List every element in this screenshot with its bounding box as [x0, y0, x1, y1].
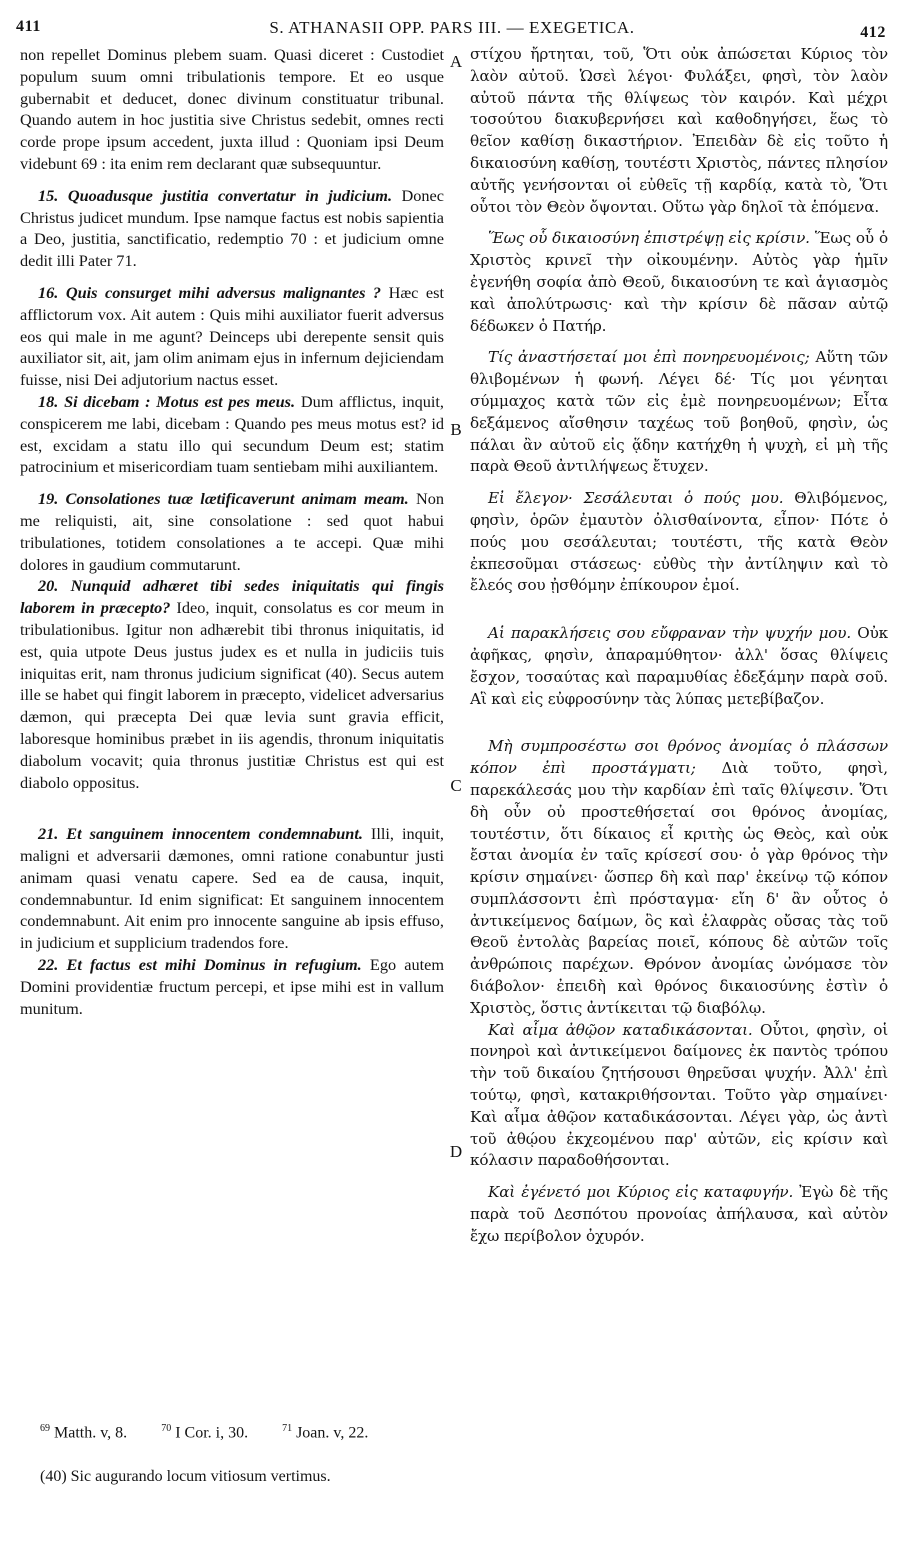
footnote-mark: 71 — [282, 1423, 293, 1434]
greek-commentary: Θλιβόμενος, φησὶν, ὁρῶν ἐμαυτὸν ὀλισθαίνοντα, εἶπον· Πότε ὁ πούς μου σεσάλευται; τουτέστι, τῆς κατὰ Θεὸν ἐκπεσοῦμαι στάσεως· εὐθὺς τὴν ἀντίληψιν καὶ τὸ ἔλεός σου ᾐσθόμην ἐπίκουρον ἐμοί. — [470, 489, 888, 595]
greek-column — [470, 44, 888, 1248]
latin-paragraph — [20, 954, 444, 1019]
footnotes — [40, 1418, 560, 1488]
greek-commentary: Οὐκ ἀφῆκας, φησὶν, ἀπαραμύθητον· ἀλλ' ὅσας θλίψεις ἔσχον, τοσαύτας καὶ παραμυθίας ἐδεξάμην παρὰ σοῦ. Αἳ καὶ εἰς εὐφροσύνην τὰς λύπας μετεβίβαζον. — [470, 624, 888, 708]
verse-lemma: Μὴ συμπροσέστω σοι θρόνος ἀνομίας ὁ πλάσσων κόπον ἐπὶ προστάγματι; — [470, 737, 888, 778]
latin-column — [20, 44, 444, 1019]
greek-paragraph — [470, 623, 888, 710]
footnote-69: Matth. v, 8. — [54, 1424, 128, 1442]
verse-lemma: 20. Nunquid adhæret tibi sedes iniquitatis qui fingis laborem in præcepto? — [20, 576, 444, 618]
latin-paragraph — [20, 185, 444, 272]
greek-commentary: Ἕως οὗ ὁ Χριστὸς κρινεῖ τὴν οἰκουμένην. Αὐτὸς γὰρ ἡμῖν ἐγενήθη σοφία ἀπὸ Θεοῦ, δικαιοσύνη τε καὶ ἁγιασμὸς καὶ ἀπολύτρωσις· καὶ τὴν κρίσιν δὲ πᾶσαν αὐτῷ δέδωκεν ὁ Πατήρ. — [470, 229, 888, 335]
scripture-references — [40, 1418, 560, 1444]
latin-commentary: Ideo, inquit, consolatus es cor meum in tribulationibus. Igitur non adhærebit tibi thronus iniquitatis, id est, quia utpote Deus justus judex es et nulla in judiciis tuis iniquitas erit, nam thronus judicium significat (40). Secus autem ille se habet qui fingit laborem in præcepto, videlicet adversarius dæmon, qui præcepta Dei quæ levia sunt gravia efficit, laboresque hominibus præbet in iis agendis, thronum iniquitatis diabolum vocavit; quia thronus justitiæ Christus est qui est diabolo oppositus. — [20, 598, 444, 792]
greek-paragraph: στίχου ἤρτηται, τοῦ, Ὅτι οὐκ ἀπώσεται Κύριος τὸν λαὸν αὐτοῦ. Ὡσεὶ λέγοι· Φυλάξει, φησὶ, τὸν λαὸν αὐτοῦ πάντα τῆς θλίψεως τὸν καιρόν. Καὶ μέχρι τοσούτου διακυβερνήσει καὶ καθοδηγήσει, ἕως τὸ θεῖον καθίσῃ δικαστήριον. Ἐπειδὰν δὲ εἰς τοῦτο ἡ δικαιοσύνη καθίσῃ, τουτέστι Χριστὸς, πάντες πλησίον αὐτῆς γενήσονται οἱ εὐθεῖς τῇ καρδίᾳ, κατὰ τὸ, Ὅτι οὗτοι τὸν Θεὸν ὄψονται. Οὕτω γὰρ δηλοῖ τὰ ἑπόμενα. — [470, 45, 888, 216]
footnote-70: I Cor. i, 30. — [175, 1424, 249, 1442]
greek-commentary: Οὗτοι, φησὶν, οἱ πονηροὶ καὶ ἀντικείμενοι δαίμονες ἐκ παντὸς τρόπου τὴν τοῦ δικαίου ζητήσουσι θηρεῦσαι ψυχήν. Ἀλλ' ἐπὶ τούτῳ, φησὶ, κατακριθήσονται. Τοῦτο γὰρ σημαίνει· Καὶ αἷμα ἀθῷον καταδικάσονται. Λέγει γὰρ, ὡς ἀντὶ τοῦ ἀθῴου ἐκχεομένου παρ' αὐτῶν, εἰς κρίσιν καὶ κόλασιν παραδοθήσονται. — [470, 1020, 888, 1170]
verse-lemma: Καὶ αἷμα ἀθῷον καταδικάσονται. — [488, 1020, 753, 1039]
verse-lemma: Εἰ ἔλεγον· Σεσάλευται ὁ πούς μου. — [488, 489, 784, 508]
verse-lemma: Ἕως οὗ δικαιοσύνη ἐπιστρέψῃ εἰς κρίσιν. — [488, 229, 810, 248]
verse-lemma: 18. Si dicebam : Motus est pes meus. — [38, 391, 296, 411]
greek-commentary: Διὰ τοῦτο, φησὶ, παρεκάλεσάς μου τὴν καρδίαν ἐπὶ ταῖς θλίψεσιν. Ὅτι δὴ οὖν οὐ προστεθήσεταί σοι θρόνος ἀνομίας, τουτέστιν, ὅτι δίκαιος εἶ κριτὴς ὡς Θεὸς, καὶ οὐκ ἔσται ἀνομία ἐν ταῖς κρίσεσί σου· ὁ γὰρ θρόνος τὴν κρίσιν σημαίνει· ὥσπερ δὴ καὶ παρ' ἐκείνῳ τῷ κόπον συμπλάσσοντι ἐπὶ πρόσταγμα· εἴη δ' ἂν οὗτος ὁ ἀντικείμενος δαίμων, ὃς καὶ ἐλαφρὰς οὔσας τὰς τοῦ Θεοῦ ἐντολὰς βαρείας ποιεῖ, κόπους δὲ αὐτῶν τοῖς ἀνθρώποις παρέχων. Θρόνον ἀνομίας ὠνόμασε τὸν διάβολον· ἐπειδὴ καὶ θρόνος δικαιοσύνης ἐστὶν ὁ Χριστὸς, ὅστις ἀντίκειται τῷ διαβόλῳ. — [470, 759, 888, 1017]
footnote-mark: 69 — [40, 1423, 50, 1434]
margin-marker-c: C — [450, 776, 462, 795]
latin-paragraph — [20, 823, 444, 954]
verse-lemma: 22. Et factus est mihi Dominus in refugium. — [38, 955, 362, 975]
page-number-right: 412 — [860, 24, 886, 41]
greek-paragraph — [470, 736, 888, 1019]
latin-paragraph — [20, 391, 444, 478]
latin-commentary: Non me reliquisti, ait, sine consolatione : sed quot habui tribulationes, totidem consolationes a te accepi. Quæ mihi dolores in gaudium commutarunt. — [20, 489, 444, 574]
page-number-left: 411 — [16, 18, 41, 35]
margin-marker-d: D — [449, 1142, 463, 1161]
latin-commentary: Dum afflictus, inquit, conspicerem me labi, dicebam : Quando pes meus motus est? id est, excidam a statu illo qui secundum Deum est; statim patrocinium et misericordiam tuam sentiebam mihi auxiliantem. — [20, 391, 444, 477]
latin-commentary: Hæc est afflictorum vox. Ait autem : Quis mihi auxiliator fuerit adversus eos qui male in me agunt? Deinceps ubi derepente sensit quis auxiliator sit, ait, jam olim animam ejus in infernum dejiciendam fuisse, nisi Dei adjutorium nactus esset. — [20, 282, 444, 390]
latin-paragraph: non repellet Dominus plebem suam. Quasi diceret : Custodiet populum suum omni tribulationis tempore. Et eo usque gubernabit et deducet, donec divinum constituatur tribunal. Quando autem in hoc justitia sive Christus sedebit, omnes recti corde prope ipsum accedent, juxta illud : Quoniam ipsi Deum videbunt 69 : ita enim rem declarant quæ subsequuntur. — [20, 45, 444, 173]
greek-paragraph — [470, 1020, 888, 1173]
verse-lemma: Καὶ ἐγένετό μοι Κύριος εἰς καταφυγήν. — [488, 1183, 794, 1202]
latin-paragraph — [20, 282, 444, 391]
verse-lemma: 19. Consolationes tuæ lætificaverunt animam meam. — [38, 489, 409, 509]
verse-lemma: 15. Quoadusque justitia convertatur in judicium. — [38, 185, 393, 205]
verse-lemma: 16. Quis consurget mihi adversus malignantes ? — [38, 282, 382, 302]
latin-paragraph — [20, 488, 444, 575]
translator-note: (40) Sic augurando locum vitiosum vertimus. — [40, 1468, 331, 1486]
footnote-mark: 70 — [161, 1423, 172, 1434]
verse-lemma: 21. Et sanguinem innocentem condemnabunt. — [38, 824, 363, 844]
greek-commentary: Αὕτη τῶν θλιβομένων ἡ φωνή. Λέγει δέ· Τίς μοι γένηται σύμμαχος κατὰ τῶν εἰς ἐμὲ πονηρευομένων; Εἶτα δεξάμενος αἴσθησιν ταχέως τοῦ βοηθοῦ, φησὶν, ὡς πάλαι ἂν αὐτοῦ εἰς ᾅδην κατήχθη ἡ ψυχὴ, εἰ μὴ τῆς παρὰ Θεοῦ ἀντιλήψεως ἔτυχεν. — [470, 348, 888, 476]
greek-paragraph — [470, 1182, 888, 1247]
greek-paragraph — [470, 347, 888, 478]
greek-commentary: Ἐγὼ δὲ τῆς παρὰ τοῦ Δεσπότου προνοίας ἀπήλαυσα, καὶ αὐτὸν ἔχω περίβολον ὀχυρόν. — [470, 1183, 888, 1245]
latin-commentary: Donec Christus judicet mundum. Ipse namque factus est nobis sapientia a Deo, justitia, sanctificatio, redemptio 70 : et judicium omne dedit illi Pater 71. — [20, 185, 444, 271]
running-title: S. ATHANASII OPP. PARS III. — EXEGETICA. — [269, 18, 635, 37]
footnote-71: Joan. v, 22. — [296, 1424, 369, 1442]
latin-paragraph — [20, 575, 444, 793]
running-header — [0, 14, 904, 40]
greek-paragraph — [470, 488, 888, 597]
margin-marker-b: B — [450, 420, 462, 439]
latin-commentary: Illi, inquit, maligni et adversarii dæmones, omni ratione conabuntur justi animam quasi venatu capere. Sed ea de causa, inquit, condemnabuntur. Id enim significat: Et sanguinem innocentem condemnabunt. Ait enim pro innocente sanguine ab ipsis effuso, in judicium et supplicium tradendos fore. — [20, 824, 445, 953]
verse-lemma: Αἱ παρακλήσεις σου εὔφραναν τὴν ψυχήν μου. — [488, 624, 852, 643]
latin-commentary: Ego autem Domini providentiæ fructum percepi, et ipse mihi est in vallum munitum. — [20, 955, 445, 1018]
margin-marker-a: A — [449, 52, 463, 71]
verse-lemma: Τίς ἀναστήσεταί μοι ἐπὶ πονηρευομένοις; — [488, 348, 810, 367]
greek-paragraph — [470, 228, 888, 337]
